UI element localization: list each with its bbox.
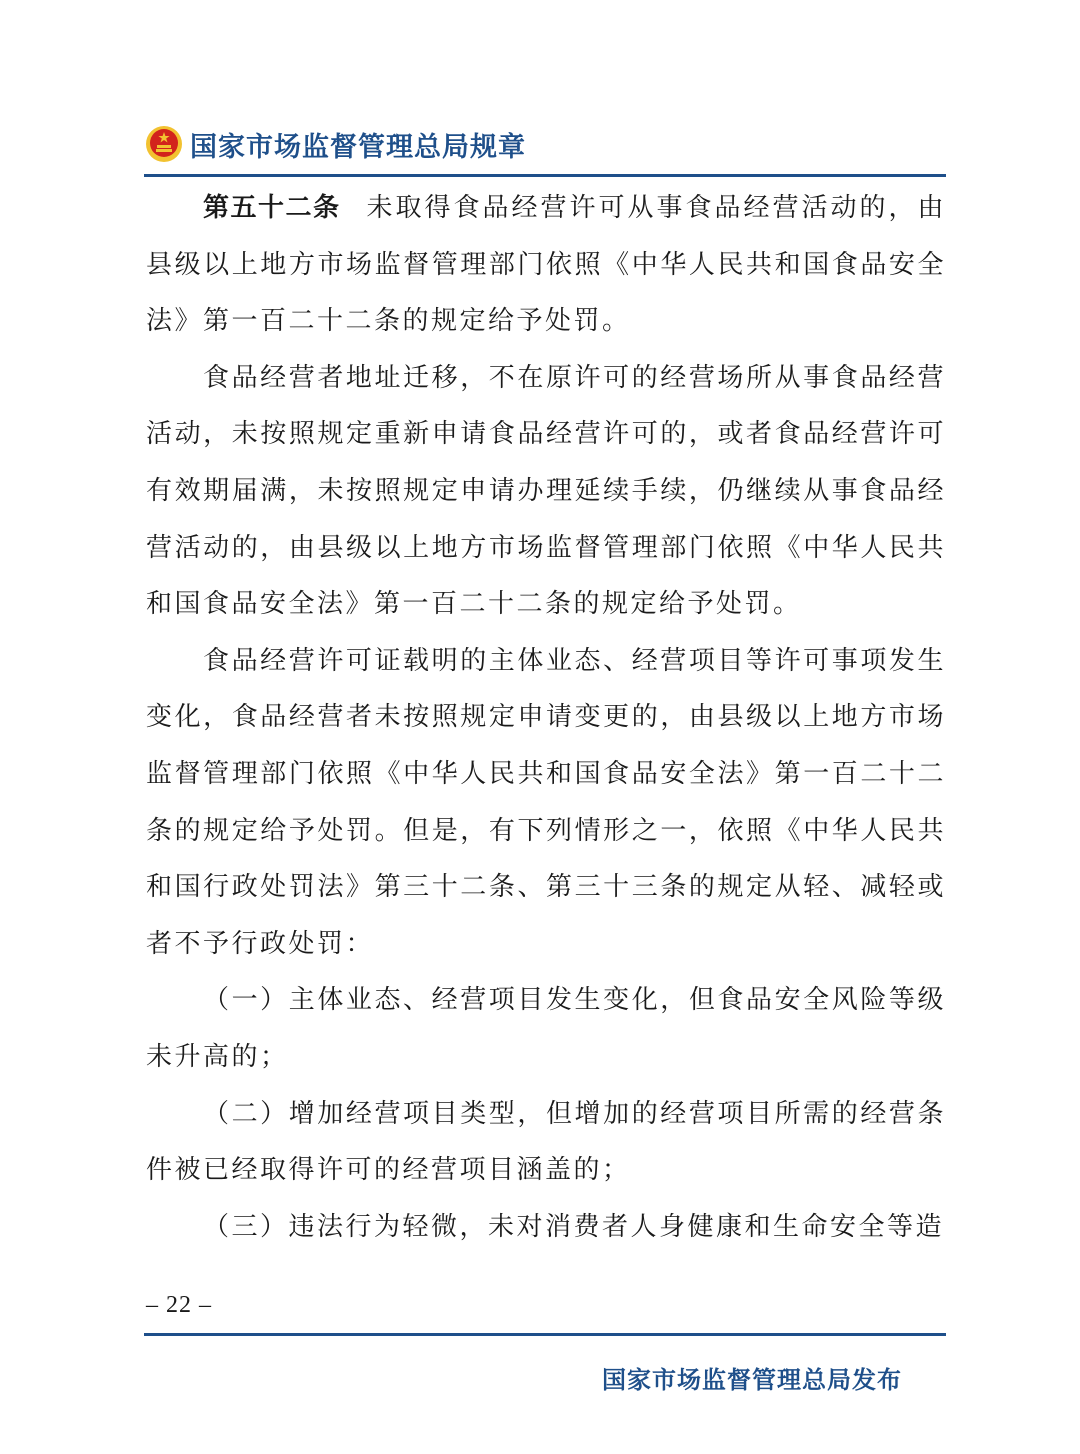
header-title: 国家市场监督管理总局规章 xyxy=(190,131,526,163)
article-heading: 第五十二条 xyxy=(203,193,341,223)
page-number: – 22 – xyxy=(146,1292,212,1318)
footer-publisher: 国家市场监督管理总局发布 xyxy=(602,1366,902,1394)
footer-divider xyxy=(144,1333,946,1336)
article-body xyxy=(146,180,946,1255)
article-list-item: （二）增加经营项目类型，但增加的经营项目所需的经营条件被已经取得许可的经营项目涵盖的； xyxy=(146,1098,946,1186)
page-header xyxy=(144,120,946,168)
article-paragraph: 食品经营许可证载明的主体业态、经营项目等许可事项发生变化，食品经营者未按照规定申请变更的，由县级以上地方市场监督管理部门依照《中华人民共和国食品安全法》第一百二十二条的规定给予处罚。但是，有下列情形之一，依照《中华人民共和国行政处罚法》第三十二条、第三十三条的规定从轻、减轻或者不予行政处罚： xyxy=(146,645,946,959)
article-list-item: （三）违法行为轻微，未对消费者人身健康和生命安全等造 xyxy=(203,1211,945,1242)
header-divider xyxy=(144,174,946,177)
national-emblem-icon xyxy=(144,124,184,164)
article-list-item: （一）主体业态、经营项目发生变化，但食品安全风险等级未升高的； xyxy=(146,985,946,1072)
article-paragraph: 第五十二条 未取得食品经营许可从事食品经营活动的，由县级以上地方市场监督管理部门依照《中华人民共和国食品安全法》第一百二十二条的规定给予处罚。 xyxy=(146,193,946,337)
article-paragraph: 食品经营者地址迁移，不在原许可的经营场所从事食品经营活动，未按照规定重新申请食品经营许可的，或者食品经营许可有效期届满，未按照规定申请办理延续手续，仍继续从事食品经营活动的，由县级以上地方市场监督管理部门依照《中华人民共和国食品安全法》第一百二十二条的规定给予处罚。 xyxy=(146,362,946,620)
